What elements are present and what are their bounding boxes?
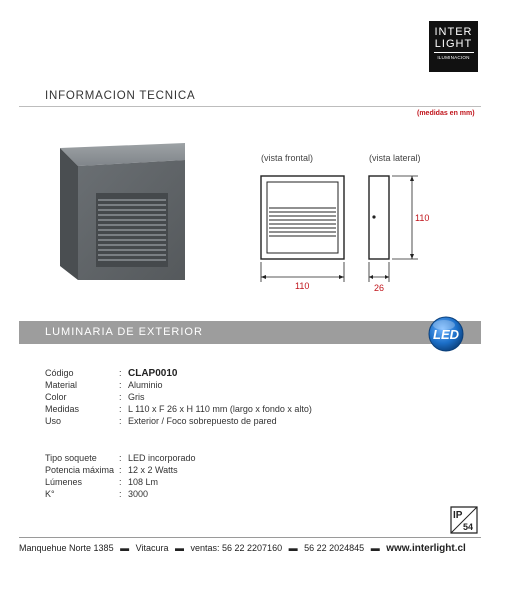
logo-rule [434,52,474,53]
spec-separator: : [119,392,122,402]
led-badge-text: LED [433,327,459,342]
spec-separator: : [119,380,122,390]
footer-city: Vitacura [135,543,169,553]
spec-key: Potencia máxima [45,465,115,475]
logo-line1: INTER [434,26,473,38]
spec-separator: : [119,489,122,499]
header-divider [19,106,481,107]
depth-dimension: 26 [374,283,385,293]
brand-logo [429,21,478,72]
spec-value: Aluminio [128,380,163,390]
front-view-label: (vista frontal) [261,153,314,163]
product-photo [50,138,195,283]
spec-separator: : [119,477,122,487]
ip-rating-icon [450,506,478,534]
footer-address: Manquehue Norte 1385 [19,543,114,553]
logo-line3: ILUMINACION [437,55,470,60]
footer-divider [19,537,481,538]
spec-key: Lúmenes [45,477,83,487]
footer [19,543,466,554]
side-view-label: (vista lateral) [369,153,421,163]
spec-separator: : [119,368,122,378]
footer-bullet: ▬ [370,543,380,553]
spec-value: 108 Lm [128,477,159,487]
spec-key: K° [45,489,55,499]
spec-separator: : [119,453,122,463]
front-view-drawing [255,170,355,295]
footer-bullet: ▬ [288,543,298,553]
spec-key: Uso [45,416,62,426]
side-view-drawing [360,170,420,295]
spec-value: 3000 [128,489,149,499]
units-note: (medidas en mm) [417,110,475,117]
footer-bullet: ▬ [120,543,130,553]
spec-value: LED incorporado [128,453,196,463]
footer-phone-2: 56 22 2024845 [304,543,365,553]
spec-value: L 110 x F 26 x H 110 mm (largo x fondo x alto) [128,404,312,414]
spec-separator: : [119,465,122,475]
spec-key: Medidas [45,404,80,414]
spec-value: CLAP0010 [128,368,178,379]
spec-key: Color [45,392,67,402]
footer-phone-sales: ventas: 56 22 2207160 [190,543,283,553]
height-dimension: 110 [415,213,430,223]
spec-value: Exterior / Foco sobrepuesto de pared [128,416,277,426]
category-title: LUMINARIA DE EXTERIOR [45,326,203,338]
logo-line2: LIGHT [434,38,473,50]
footer-bullet: ▬ [174,543,184,553]
spec-separator: : [119,416,122,426]
spec-value: 12 x 2 Watts [128,465,178,475]
footer-website-link[interactable]: www.interlight.cl [386,543,466,554]
width-dimension: 110 [295,281,310,291]
section-title: INFORMACION TECNICA [45,90,196,102]
led-badge-icon [427,315,465,353]
spec-key: Tipo soquete [45,453,97,463]
spec-key: Material [45,380,78,390]
ip-number: 54 [463,522,474,532]
spec-separator: : [119,404,122,414]
ip-prefix: IP [453,510,463,521]
spec-key: Código [45,368,74,378]
spec-value: Gris [128,392,145,402]
